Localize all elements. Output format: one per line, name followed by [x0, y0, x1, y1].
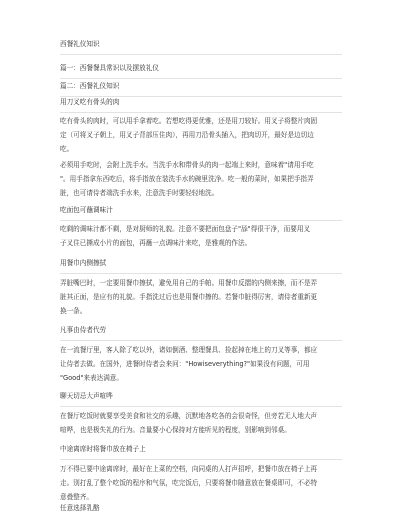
- section-heading: 吃面包可蘸调味汁: [60, 206, 113, 214]
- divider: [60, 54, 342, 55]
- paragraph-line: "Good"来表达满意。: [60, 374, 123, 383]
- section-body: [60, 222, 342, 250]
- paragraph-line: 脏，也可请侍者端洗手水来，注意洗手时要轻轻地洗。: [60, 189, 219, 198]
- section-heading: 中途离席时将餐巾放在椅子上: [60, 445, 146, 453]
- divider: [60, 220, 342, 221]
- paragraph-line: 吃有骨头的肉时，可以用手拿着吃。若想吃得更优雅，还是用刀较好。用叉子将整片肉固: [60, 117, 318, 125]
- paragraph-line: 吃。: [60, 145, 74, 154]
- section-heading: 任意选择乳酪: [60, 504, 100, 512]
- divider: [60, 112, 342, 113]
- section-body: [60, 276, 342, 319]
- paragraph-line: 万不得已要中途离席时，最好在上菜的空档，向同桌的人打声招呼，把餐巾放在椅子上再: [60, 465, 318, 473]
- paragraph-line: 必须用手吃时，会附上洗手水。当洗手水和带骨头的肉一起端上来时，意味着"请用手吃: [60, 161, 314, 169]
- divider: [60, 459, 342, 460]
- section-body: [60, 462, 342, 505]
- paragraph-line: 让侍者去做。在国外，进餐时侍者会来问："Howiseverything?"如果没有问题，可用: [60, 360, 310, 369]
- part-heading-2: 篇二：西餐礼仪知识: [60, 82, 120, 90]
- paragraph-line: 喧哗，也是极失礼的行为。音量要小心保持对方能听见的程度，别影响到邻桌。: [60, 426, 291, 435]
- section-heading: 凡事由侍者代劳: [60, 326, 107, 334]
- paragraph-line: 弄脏嘴巴时，一定要用餐巾擦拭，避免用自己的手帕。用餐巾反摺的内侧来擦，而不是弄: [60, 279, 318, 287]
- paragraph-line: 在餐厅吃饭时就要享受美食和社交的乐趣，沉默地各吃各的会很奇怪，但旁若无人地大声: [60, 412, 318, 420]
- section-heading: 用餐巾内侧擦拭: [60, 259, 107, 267]
- divider: [60, 273, 342, 274]
- paragraph-line: 意叠整齐。: [60, 493, 93, 502]
- section-heading: 用刀叉吃有骨头的肉: [60, 98, 120, 106]
- section-body: [60, 114, 342, 157]
- section-body: [60, 158, 342, 201]
- paragraph-line: 走。别打乱了整个吃饭的程序和气氛，吃完饭后，只要将餐巾随意放在餐桌即可，不必特: [60, 479, 318, 488]
- divider: [60, 340, 342, 341]
- paragraph-line: "。用手指拿东西吃后，将手指放在装洗手水的碗里洗净。吃一般的菜时，如果把手指弄: [60, 175, 314, 184]
- section-body: [60, 343, 342, 386]
- part-heading-1: 篇一：西餐餐具常识以及摆放礼仪: [60, 64, 159, 72]
- paragraph-line: 定（可将叉子朝上，用叉子背部压住肉），再用刀沿骨头插入，把肉切开，最好是边切边: [60, 131, 314, 140]
- paragraph-line: 在一流餐厅里，客人除了吃以外，诸如倒酒、整理餐具、捡起掉在地上的刀叉等事，都应: [60, 346, 318, 354]
- divider: [60, 406, 342, 407]
- section-heading: 聊天切忌大声喧哗: [60, 392, 113, 400]
- section-body: [60, 409, 342, 437]
- paragraph-line: 换一条。: [60, 307, 87, 316]
- paragraph-line: 吃剩的调味汁都不剩，是对厨师的礼貌。注意不要把面包盘子"舔"得很干净，而要用叉: [60, 225, 311, 233]
- paragraph-line: 子叉住已撕成小片的面包，再蘸一点调味汁来吃，是雅观的作法。: [60, 239, 252, 248]
- document-title: 西餐礼仪知识: [60, 40, 100, 48]
- paragraph-line: 脏其正面，是应有的礼貌。手指洗过后也是用餐巾擦的。若餐巾脏得厉害，请侍者重新更: [60, 293, 318, 302]
